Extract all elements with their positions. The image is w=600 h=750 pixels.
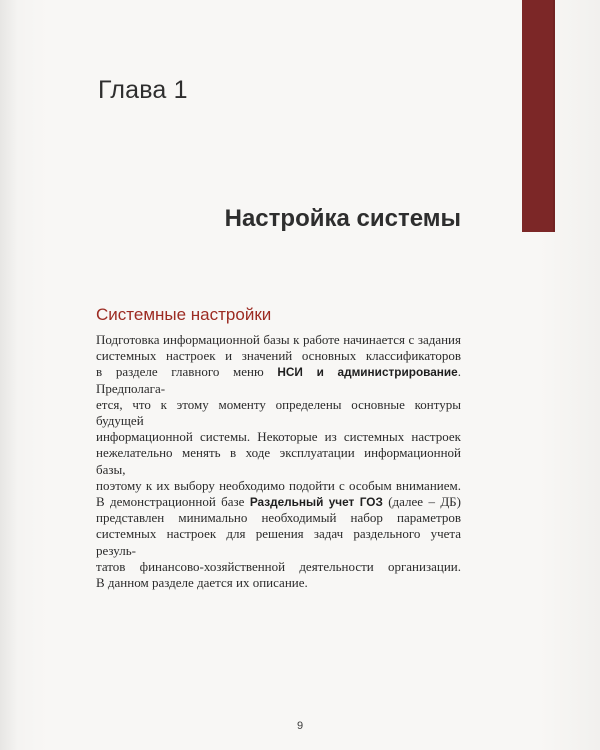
body-line: системных настроек для решения задач раздельного учета резуль- — [96, 526, 461, 558]
menu-section-name: НСИ и администрирование — [277, 365, 458, 380]
chapter-color-tab — [522, 0, 555, 232]
page-number: 9 — [296, 720, 304, 732]
database-name: Раздельный учет ГОЗ — [249, 495, 383, 510]
body-line: татов финансово-хозяйственной деятельности организации. — [96, 558, 461, 574]
body-line: информационной системы. Некоторые из системных настроек — [96, 429, 461, 445]
chapter-number: Глава 1 — [98, 76, 188, 104]
body-paragraph — [96, 332, 461, 591]
body-line: системных настроек и значений основных классификаторов — [96, 348, 461, 364]
body-line: В демонстрационной базе Раздельный учет ГОЗ (далее – ДБ) — [96, 494, 461, 510]
body-line: В данном разделе дается их описание. — [96, 575, 308, 591]
body-line: в разделе главного меню НСИ и администрирование. Предполага- — [96, 364, 461, 396]
body-line: нежелательно менять в ходе эксплуатации информационной базы, — [96, 445, 461, 477]
body-line: поэтому к их выбору необходимо подойти с особым вниманием. — [96, 477, 461, 493]
page-gutter-shadow — [0, 0, 18, 750]
body-line: Подготовка информационной базы к работе начинается с задания — [96, 332, 461, 347]
body-line: представлен минимально необходимый набор параметров — [96, 510, 461, 526]
body-line: ется, что к этому моменту определены основные контуры будущей — [96, 396, 461, 429]
chapter-title: Настройка системы — [224, 205, 461, 232]
section-heading: Системные настройки — [96, 305, 272, 324]
